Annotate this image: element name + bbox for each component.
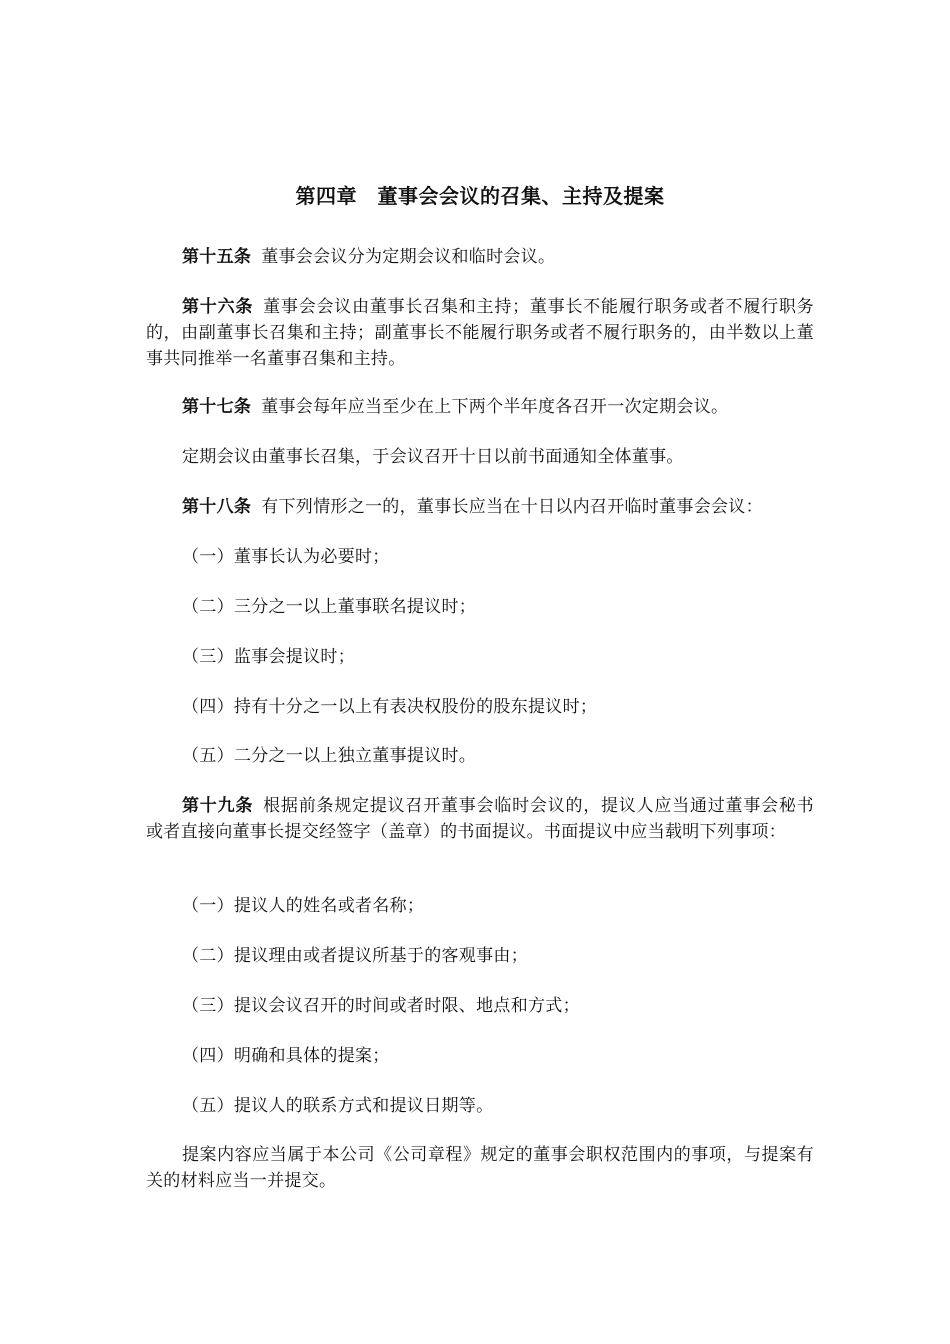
chapter-title: 第四章 董事会会议的召集、主持及提案 (295, 184, 665, 208)
article-19-item-4: （四）明确和具体的提案； (182, 1046, 390, 1066)
article-15-label: 第十五条 (182, 247, 252, 267)
article-18-item-3: （三）监事会提议时； (182, 647, 355, 667)
article-19-text: 根据前条规定提议召开董事会临时会议的，提议人应当通过董事会秘书或者直接向董事长提交经签字（盖章）的书面提议。书面提议中应当载明下列事项： (146, 796, 814, 842)
article-19-item-5: （五）提议人的联系方式和提议日期等。 (182, 1096, 494, 1116)
article-18-text: 有下列情形之一的，董事长应当在十日以内召开临时董事会会议： (261, 497, 763, 517)
article-15 (146, 244, 814, 270)
article-16-text: 董事会会议由董事长召集和主持；董事长不能履行职务或者不履行职务的，由副董事长召集和主持；副董事长不能履行职务或者不履行职务的，由半数以上董事共同推举一名董事召集和主持。 (146, 297, 814, 369)
article-16 (146, 294, 814, 372)
article-17-label: 第十七条 (182, 397, 252, 417)
article-19 (146, 793, 814, 845)
article-18-label: 第十八条 (182, 497, 252, 517)
article-15-text: 董事会会议分为定期会议和临时会议。 (261, 247, 556, 267)
article-18-item-4: （四）持有十分之一以上有表决权股份的股东提议时； (182, 697, 598, 717)
article-17 (146, 394, 814, 420)
article-16-label: 第十六条 (182, 297, 254, 317)
article-17-paragraph-2 (146, 444, 814, 470)
article-19-label: 第十九条 (182, 796, 254, 816)
article-17-para2-text: 定期会议由董事长召集，于会议召开十日以前书面通知全体董事。 (182, 447, 684, 467)
article-19-item-2: （二）提议理由或者提议所基于的客观事由； (182, 946, 528, 966)
article-19-item-1: （一）提议人的姓名或者名称； (182, 896, 425, 916)
article-18-item-1: （一）董事长认为必要时； (182, 547, 390, 567)
article-19-closing-text: 提案内容应当属于本公司《公司章程》规定的董事会职权范围内的事项，与提案有关的材料应当一并提交。 (146, 1145, 814, 1191)
article-19-closing (146, 1142, 814, 1194)
article-18-item-2: （二）三分之一以上董事联名提议时； (182, 597, 477, 617)
article-18 (146, 494, 814, 520)
article-18-item-5: （五）二分之一以上独立董事提议时。 (182, 746, 477, 766)
article-19-item-3: （三）提议会议召开的时间或者时限、地点和方式； (182, 996, 580, 1016)
article-17-text: 董事会每年应当至少在上下两个半年度各召开一次定期会议。 (261, 397, 729, 417)
